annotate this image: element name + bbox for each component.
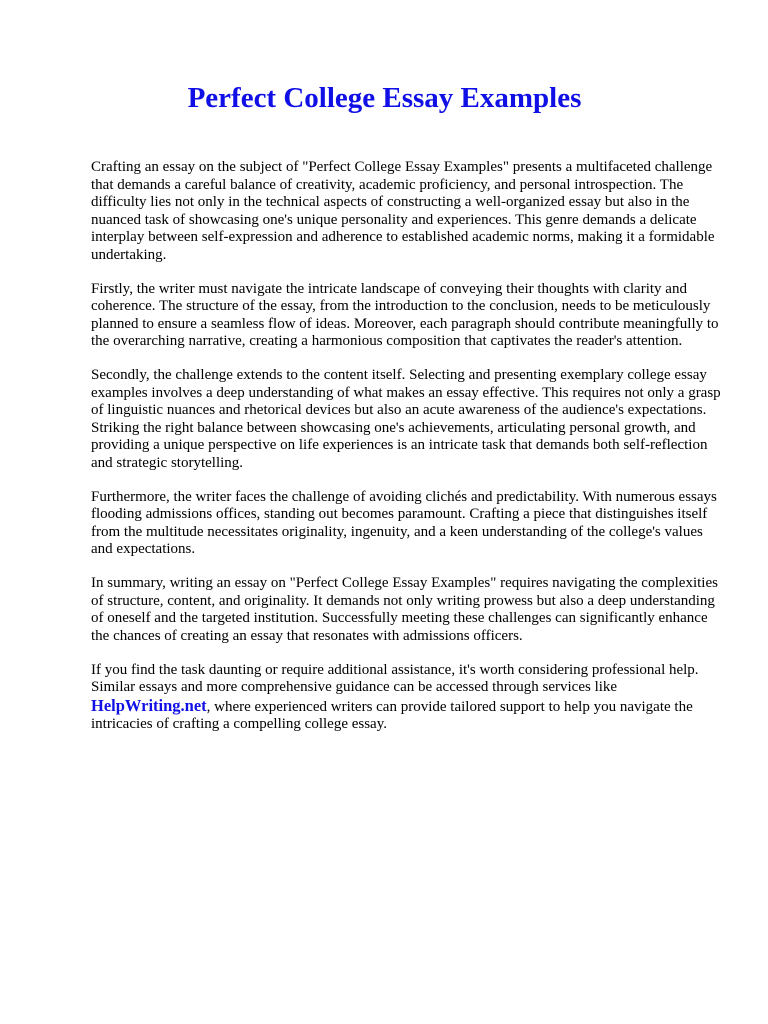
- paragraph-secondly: Secondly, the challenge extends to the content itself. Selecting and presenting exemplary college essay examples involves a deep understanding of what makes an essay effective. This requires not only a grasp of linguistic nuances and rhetorical devices but also an acute awareness of the audience's expectations. Striking the right balance between showcasing one's achievements, articulating personal growth, and providing a unique perspective on life experiences is an intricate task that demands both self-reflection and strategic storytelling.: [91, 367, 721, 471]
- help-text-after-link: , where experienced writers can provide tailored support to help you navigate the intricacies of crafting a compelling college essay.: [91, 698, 693, 732]
- paragraph-intro: Crafting an essay on the subject of "Perfect College Essay Examples" presents a multifaceted challenge that demands a careful balance of creativity, academic proficiency, and personal introspection. The difficulty lies not only in the technical aspects of constructing a well-organized essay but also in the nuanced task of showcasing one's unique personality and experiences. This genre demands a delicate interplay between self-expression and adherence to established academic norms, making it a formidable undertaking.: [91, 159, 715, 263]
- document-title: Perfect College Essay Examples: [187, 82, 582, 114]
- help-text-before-link: If you find the task daunting or require additional assistance, it's worth considering professional help. Similar essays and more comprehensive guidance can be accessed through services like: [91, 661, 699, 695]
- paragraph-summary: In summary, writing an essay on "Perfect College Essay Examples" requires navigating the complexities of structure, content, and originality. It demands not only writing prowess but also a deep understanding of oneself and the targeted institution. Successfully meeting these challenges can significantly enhance the chances of creating an essay that resonates with admissions officers.: [91, 575, 718, 644]
- paragraph-furthermore: Furthermore, the writer faces the challenge of avoiding clichés and predictability. With numerous essays flooding admissions offices, standing out becomes paramount. Crafting a piece that distinguishes itself from the multitude necessitates originality, ingenuity, and a keen understanding of the college's values and expectations.: [91, 488, 717, 557]
- paragraph-help: [91, 662, 728, 734]
- helpwriting-link[interactable]: HelpWriting.net: [91, 695, 207, 715]
- paragraph-firstly: Firstly, the writer must navigate the intricate landscape of conveying their thoughts with clarity and coherence. The structure of the essay, from the introduction to the conclusion, needs to be meticulously planned to ensure a seamless flow of ideas. Moreover, each paragraph should contribute meaningfully to the overarching narrative, creating a harmonious composition that captivates the reader's attention.: [91, 280, 719, 349]
